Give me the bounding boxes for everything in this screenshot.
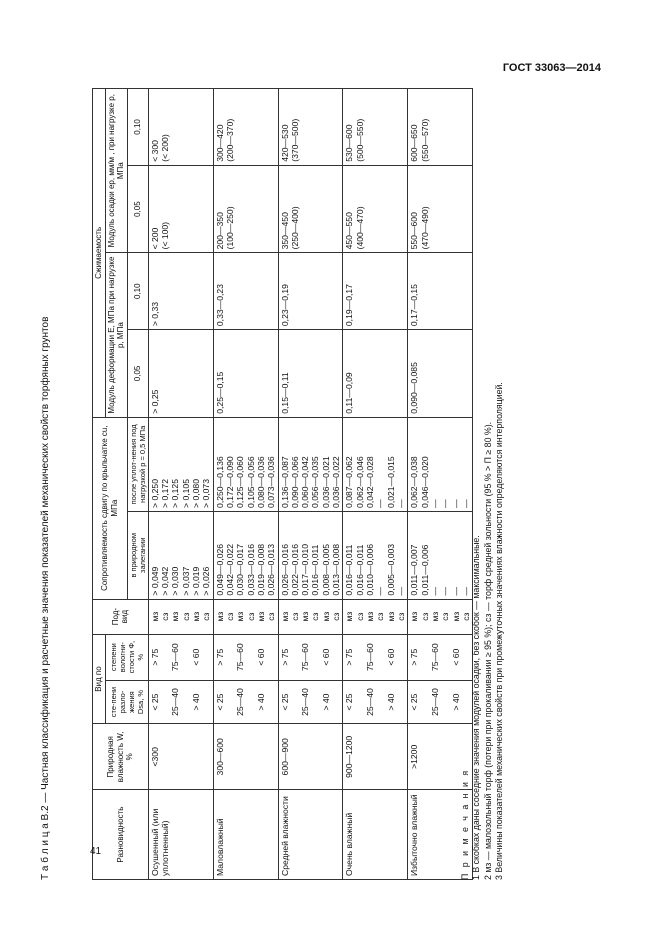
modulus-ep-010-cell: 420—530 (370—500) — [278, 89, 343, 166]
header-by-type: Вид по — [93, 634, 106, 724]
decomposition-cell-line: < 25 — [214, 693, 225, 711]
modulus-ep-010-cell: 530—600 (500—550) — [343, 89, 408, 166]
header-e-p010: 0,10 — [127, 253, 148, 330]
subtype-cell-line: сз — [289, 612, 300, 621]
decomposition-cell-line: < 25 — [149, 693, 160, 711]
header-decomposition: сте-пени разло-жения Dsa, % — [105, 680, 148, 724]
shear-loaded-cell-line: 0,036—0,022 — [331, 456, 342, 508]
shear-natural-cell-line: > 0,042 — [160, 566, 171, 596]
classification-table — [92, 88, 473, 880]
decomposition-cell-line: 25—40 — [300, 688, 311, 716]
decomposition-cell — [343, 680, 408, 724]
modulus-e-005-cell: > 0,25 — [148, 330, 213, 418]
subtype-cell-line: мз — [170, 611, 181, 622]
ash-cell-line — [420, 638, 430, 677]
subtype-cell-line: мз — [344, 611, 355, 622]
document-code: ГОСТ 33063—2014 — [502, 62, 601, 74]
shear-loaded-cell-line: 0,087—0,062 — [344, 456, 355, 508]
subtype-cell-line: сз — [180, 612, 191, 621]
header-ash: степени вологни-стости Ф, % — [105, 634, 148, 680]
table-row — [278, 89, 343, 880]
modulus-e-010-cell: 0,17—0,15 — [408, 253, 473, 330]
shear-loaded-cell — [213, 417, 278, 511]
decomposition-cell — [213, 680, 278, 724]
shear-loaded-cell-line: 0,250—0,136 — [214, 456, 225, 508]
decomposition-cell-line — [331, 684, 341, 721]
shear-loaded-cell-line: > 0,172 — [160, 479, 171, 508]
shear-loaded-cell-line: 0,062—0,038 — [409, 456, 420, 508]
shear-natural-cell-line: > 0,026 — [201, 566, 212, 596]
shear-loaded-cell-line: 0,042—0,028 — [365, 456, 376, 508]
decomposition-cell-line: > 40 — [191, 693, 202, 711]
shear-loaded-cell-line: > 0,105 — [180, 479, 191, 508]
decomposition-cell-line: 25—40 — [235, 688, 246, 716]
shear-loaded-cell-line: — — [375, 499, 386, 508]
shear-loaded-cell-line: 0,062—0,046 — [354, 456, 365, 508]
shear-loaded-cell — [343, 417, 408, 511]
subtype-cell-line: сз — [440, 612, 451, 621]
shear-natural-cell-line: > 0,037 — [180, 566, 191, 596]
ash-cell-line: > 75 — [409, 648, 420, 666]
subtype-cell-line: сз — [354, 612, 365, 621]
decomposition-cell-line — [225, 684, 235, 721]
decomposition-cell-line: > 40 — [385, 693, 396, 711]
shear-loaded-cell-line: > 0,080 — [191, 479, 202, 508]
subtype-cell-line: мз — [214, 611, 225, 622]
ash-cell-line: 75—60 — [429, 643, 440, 671]
shear-natural-cell-line: 0,026—0,013 — [266, 543, 277, 596]
decomposition-cell-line: < 25 — [279, 693, 290, 711]
decomposition-cell-line: 25—40 — [429, 688, 440, 716]
header-shear: Сопротивляемость сдвигу по крыльчатке cu, МПа — [93, 417, 128, 599]
ash-cell-line — [225, 638, 235, 677]
ash-cell-line: 75—60 — [300, 643, 311, 671]
decomposition-cell-line — [160, 684, 170, 721]
header-ep-p010: 0,10 — [127, 89, 148, 166]
modulus-e-010-cell: 0,33—0,23 — [213, 253, 278, 330]
classification-table-wrapper — [92, 88, 473, 880]
shear-natural-cell-line: > 0,019 — [191, 566, 202, 596]
variety-cell: Осушенный (или уплотненный) — [148, 790, 213, 880]
decomposition-cell-line — [440, 684, 450, 721]
shear-natural-cell-line: > 0,049 — [149, 566, 160, 596]
ash-cell — [343, 634, 408, 680]
shear-natural-cell-line: 0,011—0,006 — [419, 544, 430, 596]
shear-natural-cell-line: — — [460, 586, 471, 596]
subtype-cell-line: сз — [201, 612, 212, 621]
shear-natural-cell-line: 0,016—0,011 — [344, 544, 355, 596]
subtype-cell — [278, 599, 343, 634]
modulus-e-005-cell: 0,090—0,085 — [408, 330, 473, 418]
modulus-ep-010-cell: 600—650 (550—570) — [408, 89, 473, 166]
modulus-ep-005-cell: < 200 (< 100) — [148, 165, 213, 253]
table-body — [148, 89, 472, 880]
ash-cell — [213, 634, 278, 680]
note-item: 2 мз — малозольный торф (потери при прокаливании ≥ 95 %); сз — торф средней зольности (95 % > П ≥ 80 %). — [482, 421, 493, 880]
moisture-cell: 900—1200 — [343, 724, 408, 790]
shear-natural-cell — [148, 511, 213, 599]
subtype-cell-line: мз — [279, 611, 290, 622]
ash-cell — [148, 634, 213, 680]
header-moisture: Природная влажность W, % — [93, 724, 149, 790]
subtype-cell-line: сз — [310, 612, 321, 621]
notes-title: П р и м е ч а н и я — [460, 768, 470, 880]
header-variety: Разновидность — [93, 790, 149, 880]
shear-natural-cell-line: 0,030—0,017 — [235, 543, 246, 596]
moisture-cell: >1200 — [408, 724, 473, 790]
variety-cell: Избыточно влажный — [408, 790, 473, 880]
ash-cell-line: > 75 — [149, 648, 160, 666]
modulus-e-005-cell: 0,11—0,09 — [343, 330, 408, 418]
shear-loaded-cell-line: 0,080—0,036 — [255, 456, 266, 508]
subtype-cell-line: сз — [419, 612, 430, 621]
ash-cell-line: > 75 — [344, 648, 355, 666]
ash-cell-line: 75—60 — [235, 643, 246, 671]
shear-natural-cell-line: 0,008—0,005 — [320, 543, 331, 596]
shear-loaded-cell-line: 0,046—0,020 — [419, 456, 430, 508]
modulus-e-010-cell: 0,19—0,17 — [343, 253, 408, 330]
modulus-ep-005-cell: 350—450 (250—400) — [278, 165, 343, 253]
shear-natural-cell-line: — — [395, 586, 406, 596]
header-subtype: Под-вид — [93, 599, 149, 634]
ash-cell-line — [375, 638, 385, 677]
shear-loaded-cell-line: 0,105—0,056 — [245, 456, 256, 508]
rotated-page-content — [40, 88, 600, 880]
decomposition-cell-line — [310, 684, 320, 721]
shear-natural-cell-line: 0,010—0,006 — [365, 543, 376, 596]
decomposition-cell-line — [420, 684, 430, 721]
header-modulus-ep: Модуль осадки ep, мм/м , при нагрузке p, МПа — [105, 89, 127, 253]
decomposition-cell-line — [201, 684, 211, 721]
shear-loaded-cell-line: 0,060—0,042 — [300, 456, 311, 508]
decomposition-cell-line — [290, 684, 300, 721]
modulus-ep-010-cell: 300—420 (200—370) — [213, 89, 278, 166]
shear-loaded-cell-line: 0,073—0,036 — [266, 456, 277, 508]
decomposition-cell-line: < 25 — [344, 693, 355, 711]
decomposition-cell-line — [246, 684, 256, 721]
subtype-cell-line: мз — [320, 611, 331, 622]
ash-cell-line — [310, 638, 320, 677]
shear-natural-cell-line: — — [429, 586, 440, 596]
subtype-cell-line: мз — [149, 611, 160, 622]
note-item: 1 В скобках даны соседние значения модулей осадки, без скобок — максимальные. — [471, 535, 482, 880]
subtype-cell-line: мз — [429, 611, 440, 622]
decomposition-cell — [278, 680, 343, 724]
moisture-cell: 600—900 — [278, 724, 343, 790]
shear-natural-cell-line: 0,049—0,026 — [214, 543, 225, 596]
shear-natural-cell — [278, 511, 343, 599]
shear-natural-cell-line: — — [450, 586, 461, 596]
ash-cell-line: < 60 — [320, 648, 331, 666]
ash-cell-line: 75—60 — [365, 643, 376, 671]
subtype-cell-line: мз — [235, 611, 246, 622]
modulus-e-005-cell: 0,25—0,15 — [213, 330, 278, 418]
decomposition-cell-line — [375, 684, 385, 721]
ash-cell-line: < 60 — [255, 648, 266, 666]
modulus-e-010-cell: 0,23—0,19 — [278, 253, 343, 330]
variety-cell: Маловлажный — [213, 790, 278, 880]
ash-cell-line — [396, 638, 406, 677]
ash-cell-line — [266, 638, 276, 677]
modulus-ep-005-cell: 550—600 (470—490) — [408, 165, 473, 253]
shear-natural-cell — [213, 511, 278, 599]
decomposition-cell-line — [181, 684, 191, 721]
ash-cell-line — [160, 638, 170, 677]
shear-loaded-cell-line: 0,036—0,021 — [320, 456, 331, 508]
ash-cell-line: 75—60 — [170, 643, 181, 671]
modulus-e-005-cell: 0,15—0,11 — [278, 330, 343, 418]
decomposition-cell-line: > 40 — [255, 693, 266, 711]
notes-block — [460, 88, 506, 880]
decomposition-cell-line — [266, 684, 276, 721]
note-item: 3 Величины показателей механических свойств при промежуточных значениях влажности определяются интерполяцией. — [494, 382, 505, 880]
subtype-cell-line: мз — [365, 611, 376, 622]
subtype-cell — [213, 599, 278, 634]
table-row — [148, 89, 213, 880]
ash-cell-line — [440, 638, 450, 677]
shear-natural-cell-line: > 0,030 — [170, 566, 181, 596]
decomposition-cell-line: 25—40 — [170, 688, 181, 716]
page-number: 41 — [90, 846, 102, 857]
ash-cell-line: < 60 — [385, 648, 396, 666]
shear-loaded-cell-line: — — [440, 499, 451, 508]
ash-cell-line — [181, 638, 191, 677]
shear-loaded-cell-line: > 0,125 — [170, 479, 181, 508]
shear-natural-cell-line: — — [375, 586, 386, 596]
modulus-ep-010-cell: < 300 (< 200) — [148, 89, 213, 166]
ash-cell-line: < 60 — [191, 648, 202, 666]
shear-natural-cell-line: 0,016—0,011 — [310, 544, 321, 596]
modulus-e-010-cell: > 0,33 — [148, 253, 213, 330]
ash-cell-line — [290, 638, 300, 677]
decomposition-cell — [148, 680, 213, 724]
decomposition-cell-line: > 40 — [450, 693, 461, 711]
ash-cell-line: < 60 — [450, 648, 461, 666]
table-row — [213, 89, 278, 880]
shear-loaded-cell-line: 0,136—0,087 — [279, 456, 290, 508]
subtype-cell-line: мз — [409, 611, 420, 622]
shear-loaded-cell-line: — — [395, 499, 406, 508]
shear-loaded-cell-line: — — [429, 499, 440, 508]
shear-loaded-cell-line: 0,172—0,090 — [224, 456, 235, 508]
table-row — [343, 89, 408, 880]
shear-natural-cell-line: 0,005—0,003 — [385, 543, 396, 596]
ash-cell-line — [355, 638, 365, 677]
ash-cell-line — [246, 638, 256, 677]
shear-natural-cell-line: 0,042—0,022 — [224, 543, 235, 596]
subtype-cell-line: мз — [191, 611, 202, 622]
ash-cell — [278, 634, 343, 680]
subtype-cell-line: сз — [224, 612, 235, 621]
subtype-cell-line: сз — [395, 612, 406, 621]
header-compressibility: Сжимаемость — [93, 89, 106, 418]
ash-cell-line — [331, 638, 341, 677]
variety-cell: Средней влажности — [278, 790, 343, 880]
decomposition-cell-line: < 25 — [409, 693, 420, 711]
shear-loaded-cell-line: > 0,250 — [149, 479, 160, 508]
subtype-cell-line: сз — [245, 612, 256, 621]
modulus-ep-005-cell: 450—550 (400—470) — [343, 165, 408, 253]
subtype-cell-line: мз — [385, 611, 396, 622]
shear-loaded-cell-line: 0,090—0,066 — [289, 456, 300, 508]
shear-natural-cell-line: 0,017—0,010 — [300, 543, 311, 596]
moisture-cell: 300—600 — [213, 724, 278, 790]
ash-cell-line: > 75 — [214, 648, 225, 666]
modulus-ep-005-cell: 200—350 (100—250) — [213, 165, 278, 253]
shear-natural-cell-line: 0,011—0,007 — [409, 544, 420, 596]
ash-cell-line — [201, 638, 211, 677]
table-caption: Т а б л и ц а В.2 — Частная классификация и расчетные значения показателей механических свойств торфяных грунтов — [40, 316, 51, 880]
subtype-cell-line: сз — [266, 612, 277, 621]
shear-loaded-cell-line: 0,125—0,060 — [235, 456, 246, 508]
header-ep-p005: 0,05 — [127, 165, 148, 253]
decomposition-cell-line: > 40 — [320, 693, 331, 711]
ash-cell-line: > 75 — [279, 648, 290, 666]
shear-loaded-cell — [148, 417, 213, 511]
shear-loaded-cell-line: — — [460, 499, 471, 508]
decomposition-cell-line — [355, 684, 365, 721]
shear-loaded-cell-line: — — [450, 499, 461, 508]
variety-cell: Очень влажный — [343, 790, 408, 880]
subtype-cell-line: мз — [255, 611, 266, 622]
header-modulus-e: Модуль деформации E, МПа при нагрузке p, МПа — [105, 253, 127, 417]
shear-loaded-cell-line: > 0,073 — [201, 479, 212, 508]
decomposition-cell-line — [396, 684, 406, 721]
moisture-cell: <300 — [148, 724, 213, 790]
subtype-cell — [148, 599, 213, 634]
shear-loaded-cell — [278, 417, 343, 511]
subtype-cell-line: сз — [375, 612, 386, 621]
shear-natural-cell — [343, 511, 408, 599]
shear-natural-cell-line: 0,022—0,016 — [289, 543, 300, 596]
header-shear-natural: в природном залегании — [127, 511, 148, 599]
shear-natural-cell-line: — — [440, 586, 451, 596]
header-e-p005: 0,05 — [127, 330, 148, 418]
subtype-cell-line: сз — [460, 612, 471, 621]
shear-natural-cell-line: 0,016—0,011 — [354, 544, 365, 596]
shear-natural-cell-line: 0,033—0,016 — [245, 543, 256, 596]
decomposition-cell-line: 25—40 — [365, 688, 376, 716]
subtype-cell-line: мз — [450, 611, 461, 622]
subtype-cell-line: сз — [160, 612, 171, 621]
subtype-cell — [343, 599, 408, 634]
shear-loaded-cell-line: 0,056—0,035 — [310, 456, 321, 508]
shear-natural-cell-line: 0,019—0,008 — [255, 543, 266, 596]
shear-natural-cell-line: 0,013—0,008 — [331, 543, 342, 596]
shear-loaded-cell-line: 0,021—0,015 — [385, 456, 396, 508]
subtype-cell-line: сз — [331, 612, 342, 621]
header-shear-loaded: после уплот-нения под нагрузкой p = 0,5 МПа — [127, 417, 148, 511]
subtype-cell-line: мз — [300, 611, 311, 622]
shear-natural-cell-line: 0,026—0,016 — [279, 543, 290, 596]
